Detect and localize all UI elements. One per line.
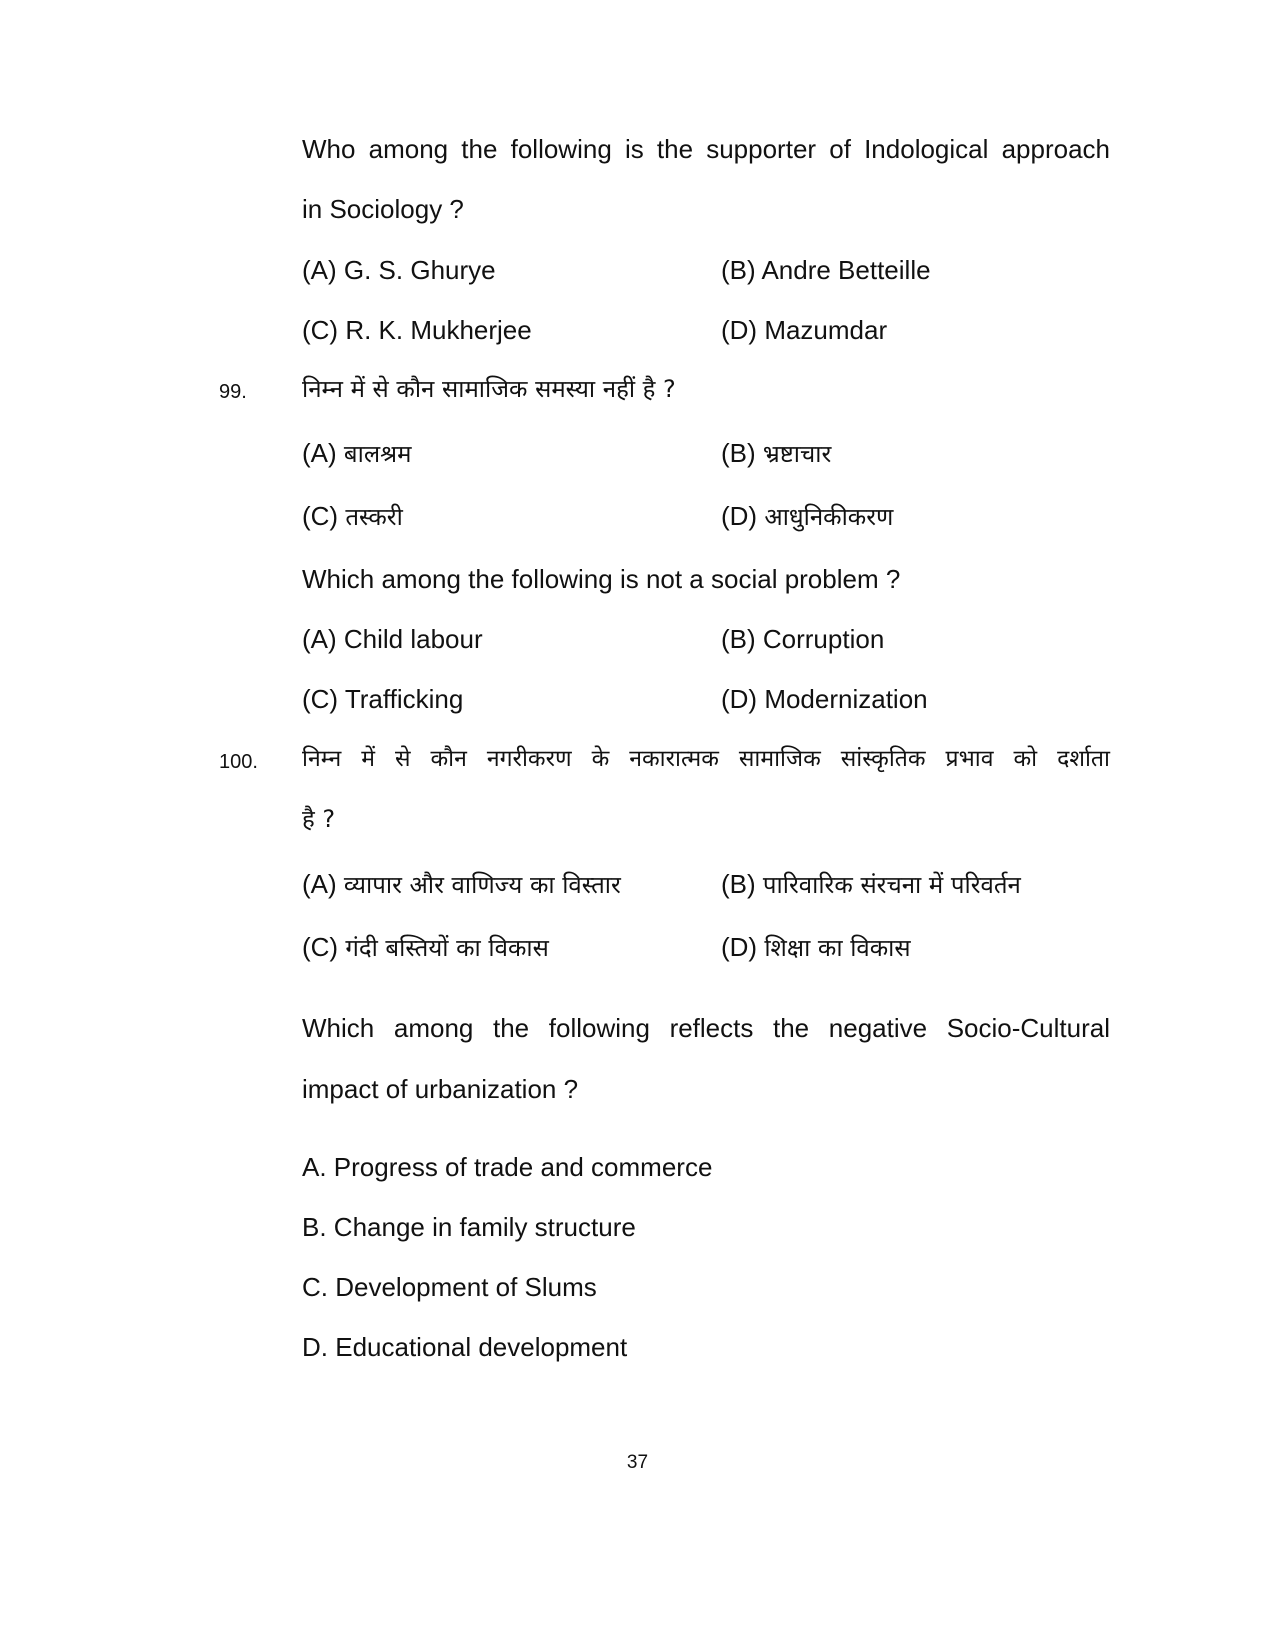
- q99-number: 99.: [219, 381, 247, 403]
- q100-option-c: C. Development of Slums: [302, 1272, 597, 1302]
- option-label: (B): [721, 438, 756, 468]
- q100-hindi-option-b: [721, 868, 1021, 901]
- q100-hindi-question-line1: निम्न में से कौन नगरीकरण के नकारात्मक सामाजिक सांस्कृतिक प्रभाव को दर्शाता: [302, 746, 1110, 772]
- q98-option-c: (C) R. K. Mukherjee: [302, 315, 532, 345]
- option-text: तस्करी: [345, 503, 403, 531]
- option-label: (D): [721, 501, 758, 531]
- option-text: व्यापार और वाणिज्य का विस्तार: [343, 871, 621, 899]
- q98-option-b: (B) Andre Betteille: [721, 255, 931, 285]
- q99-hindi-option-c: [302, 500, 403, 533]
- q100-english-question-line1: Which among the following reflects the negative Socio-Cultural: [302, 1013, 1110, 1043]
- q99-english-question: Which among the following is not a social problem ?: [302, 564, 901, 594]
- q100-number: 100.: [219, 751, 258, 773]
- option-label: (C): [302, 932, 339, 962]
- option-text: भ्रष्टाचार: [762, 440, 832, 468]
- option-text: बालश्रम: [343, 440, 412, 468]
- q99-hindi-option-a: [302, 437, 411, 470]
- q99-hindi-option-b: [721, 437, 831, 470]
- q100-option-a: A. Progress of trade and commerce: [302, 1152, 713, 1182]
- q99-option-a: (A) Child labour: [302, 624, 483, 654]
- q99-hindi-option-d: [721, 500, 893, 533]
- option-label: (A): [302, 438, 337, 468]
- option-label: (B): [721, 869, 756, 899]
- q100-option-d: D. Educational development: [302, 1332, 628, 1362]
- q98-question-line2: in Sociology ?: [302, 194, 464, 224]
- option-text: शिक्षा का विकास: [764, 934, 911, 962]
- page-number: 37: [626, 1452, 649, 1473]
- option-text: पारिवारिक संरचना में परिवर्तन: [762, 871, 1021, 899]
- q99-option-c: (C) Trafficking: [302, 684, 464, 714]
- option-text: गंदी बस्तियों का विकास: [345, 934, 549, 962]
- q99-option-d: (D) Modernization: [721, 684, 928, 714]
- q100-hindi-option-d: [721, 931, 911, 964]
- option-label: (C): [302, 501, 339, 531]
- q100-english-question-line2: impact of urbanization ?: [302, 1074, 579, 1104]
- q99-option-b: (B) Corruption: [721, 624, 885, 654]
- q98-option-a: (A) G. S. Ghurye: [302, 255, 496, 285]
- option-text: आधुनिकीकरण: [764, 503, 894, 531]
- option-label: (D): [721, 932, 758, 962]
- option-label: (A): [302, 869, 337, 899]
- q98-option-d: (D) Mazumdar: [721, 315, 888, 345]
- q100-option-b: B. Change in family structure: [302, 1212, 636, 1242]
- q100-hindi-question-line2: है ?: [302, 805, 336, 833]
- q99-hindi-question: निम्न में से कौन सामाजिक समस्या नहीं है ?: [302, 375, 676, 403]
- q100-hindi-option-a: [302, 868, 621, 901]
- q100-hindi-option-c: [302, 931, 549, 964]
- q98-question-line1: Who among the following is the supporter of Indological approach: [302, 134, 1110, 164]
